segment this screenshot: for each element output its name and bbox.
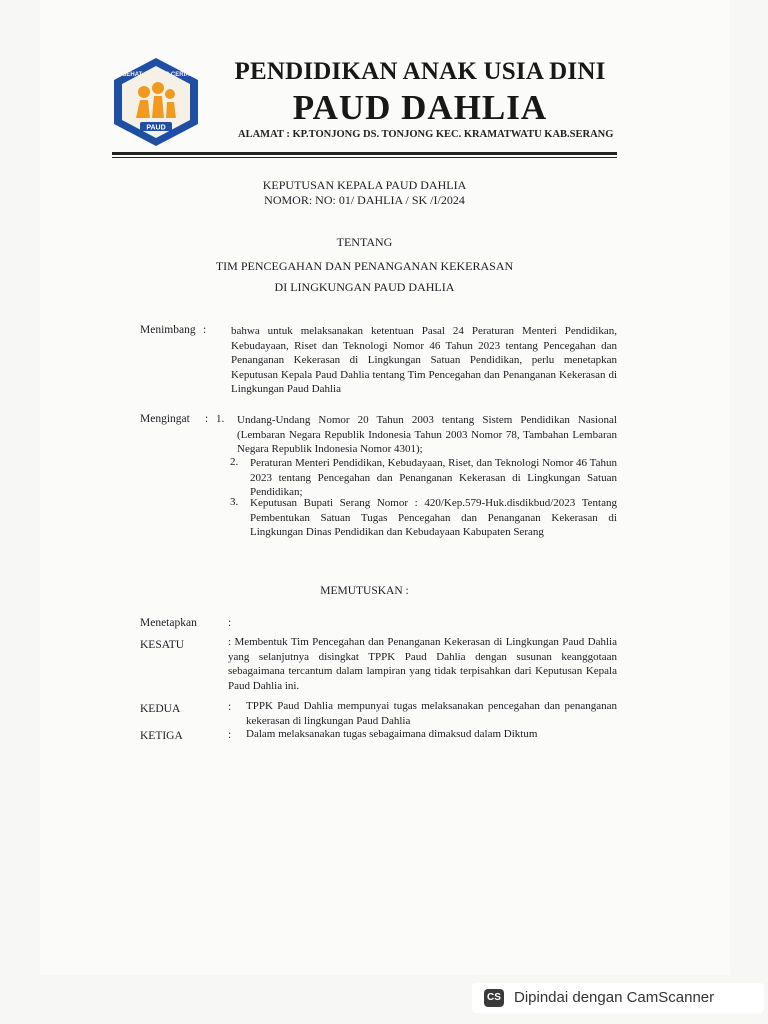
org-type-title: PENDIDIKAN ANAK USIA DINI: [234, 58, 606, 85]
mengingat-colon: :: [205, 413, 209, 425]
paud-logo: [110, 56, 202, 148]
header-divider-thick: [112, 152, 617, 155]
kedua-text: TPPK Paud Dahlia mempunyai tugas melaksanakan pencegahan dan penanganan kekerasan di lingkungan Paud Dahlia: [246, 700, 617, 727]
org-name-title: PAUD DAHLIA: [292, 88, 548, 127]
menetapkan-colon: :: [228, 617, 232, 629]
ketiga-colon: :: [228, 729, 232, 741]
decree-tentang: TENTANG: [336, 235, 393, 249]
mengingat-item-1-text: Undang-Undang Nomor 20 Tahun 2003 tentang Sistem Pendidikan Nasional (Lembaran Negara Republik Indonesia Tahun 2003 Nomor 78, Tambahan Lembaran Negara Republik Indonesia Nomor 4301);: [237, 414, 617, 455]
header-divider-thin: [112, 157, 617, 158]
decree-subject-line1: TIM PENCEGAHAN DAN PENANGANAN KEKERASAN: [215, 259, 514, 273]
decree-title: KEPUTUSAN KEPALA PAUD DAHLIA: [262, 178, 467, 192]
menimbang-text: bahwa untuk melaksanakan ketentuan Pasal 24 Peraturan Menteri Pendidikan, Kebudayaan, Riset dan Teknologi Nomor 46 Tahun 2023 tentang Pencegahan dan Penanganan Kekerasan di Lingkungan Satuan Pendidikan, perlu menetapkan Keputusan Kepala Paud Dahlia tentang Tim Pencegahan dan Penanganan Kekerasan di Lingkungan Paud Dahlia: [231, 325, 617, 395]
camscanner-watermark: [472, 983, 764, 1013]
ketiga-label: KETIGA: [140, 730, 183, 742]
menimbang-label: Menimbang: [140, 324, 196, 336]
mengingat-item-2-num: 2.: [230, 456, 239, 468]
kesatu-text: : Membentuk Tim Pencegahan dan Penanganan Kekerasan di Lingkungan Paud Dahlia yang selanjutnya disingkat TPPK Paud Dahlia dengan susunan keanggotaan sebagaimana tercantum dalam lampiran yang tidak terpisahkan dari Keputusan Kepala Paud Dahlia ini.: [228, 636, 617, 692]
mengingat-item-2-text: Peraturan Menteri Pendidikan, Kebudayaan, Riset, dan Teknologi Nomor 46 Tahun 2023 tentang Pencegahan dan Penanganan Kekerasan di Lingkungan Satuan Pendidikan;: [250, 457, 617, 498]
decree-subject-line2: DI LINGKUNGAN PAUD DAHLIA: [274, 280, 455, 294]
org-address: ALAMAT : KP.TONJONG DS. TONJONG KEC. KRAMATWATU KAB.SERANG: [238, 129, 614, 140]
menimbang-colon: :: [203, 324, 207, 336]
logo-motto-text: SEHAT CERDAS CERIA: [122, 72, 190, 78]
logo-paud-text: PAUD: [146, 124, 166, 132]
camscanner-text: Dipindai dengan CamScanner: [514, 989, 715, 1006]
memutuskan-heading: MEMUTUSKAN :: [320, 585, 409, 597]
mengingat-label: Mengingat: [140, 413, 190, 425]
camscanner-icon: CS: [484, 989, 504, 1007]
mengingat-item-1-num: 1.: [216, 413, 225, 425]
mengingat-item-3-text: Keputusan Bupati Serang Nomor : 420/Kep.579-Huk.disdikbud/2023 Tentang Pembentukan Satuan Tugas Pencegahan dan Penanganan Kekerasan di Lingkungan Dinas Pendidikan dan Kebudayaan Kabupaten Serang: [250, 497, 617, 538]
kedua-label: KEDUA: [140, 703, 181, 715]
menetapkan-label: Menetapkan: [140, 617, 197, 629]
kedua-colon: :: [228, 701, 232, 713]
mengingat-item-3-num: 3.: [230, 496, 239, 508]
ketiga-text: Dalam melaksanakan tugas sebagaimana dimaksud dalam Diktum: [246, 728, 538, 740]
kesatu-label: KESATU: [140, 639, 185, 651]
decree-number: NOMOR: NO: 01/ DAHLIA / SK /I/2024: [264, 193, 465, 207]
